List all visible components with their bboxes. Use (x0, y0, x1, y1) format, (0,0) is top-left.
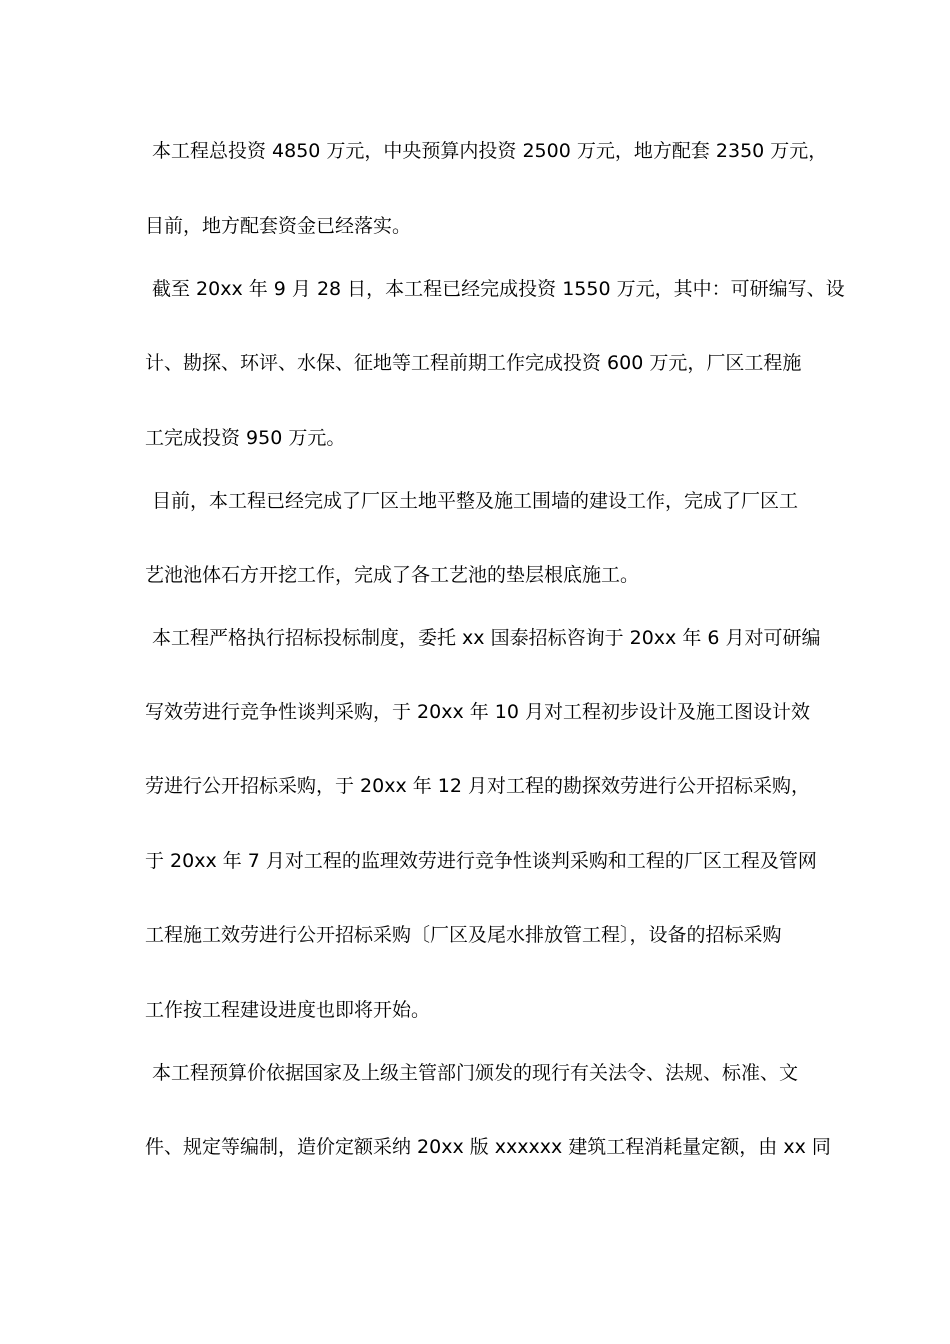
paragraph-2-line-3: 工完成投资 950 万元。 (145, 427, 346, 449)
paragraph-5-line-1: 本工程预算价依据国家及上级主管部门颁发的现行有关法令、法规、标准、文 (152, 1062, 799, 1084)
paragraph-4-line-6: 工作按工程建设进度也即将开始。 (145, 999, 431, 1021)
paragraph-1-line-1: 本工程总投资 4850 万元，中央预算内投资 2500 万元，地方配套 2350 万元， (152, 140, 828, 162)
paragraph-1-line-2: 目前，地方配套资金已经落实。 (145, 215, 412, 237)
paragraph-3-line-2: 艺池池体石方开挖工作，完成了各工艺池的垫层根底施工。 (145, 564, 640, 586)
paragraph-4-line-3: 劳进行公开招标采购，于 20xx 年 12 月对工程的勘探效劳进行公开招标采购， (145, 775, 811, 797)
paragraph-4-line-4: 于 20xx 年 7 月对工程的监理效劳进行竞争性谈判采购和工程的厂区工程及管网 (145, 850, 817, 872)
paragraph-5-line-2: 件、规定等编制，造价定额采纳 20xx 版 xxxxxx 建筑工程消耗量定额，由 xx 同 (145, 1136, 831, 1158)
paragraph-4-line-2: 写效劳进行竞争性谈判采购，于 20xx 年 10 月对工程初步设计及施工图设计效 (145, 701, 811, 723)
paragraph-4-line-5: 工程施工效劳进行公开招标采购〔厂区及尾水排放管工程〕，设备的招标采购 (145, 924, 782, 946)
paragraph-2-line-1: 截至 20xx 年 9 月 28 日，本工程已经完成投资 1550 万元，其中：可研编写、设 (152, 278, 845, 300)
paragraph-3-line-1: 目前，本工程已经完成了厂区土地平整及施工围墙的建设工作，完成了厂区工 (152, 490, 799, 512)
paragraph-2-line-2: 计、勘探、环评、水保、征地等工程前期工作完成投资 600 万元，厂区工程施 (145, 352, 802, 374)
paragraph-4-line-1: 本工程严格执行招标投标制度，委托 xx 国泰招标咨询于 20xx 年 6 月对可研编 (152, 627, 821, 649)
